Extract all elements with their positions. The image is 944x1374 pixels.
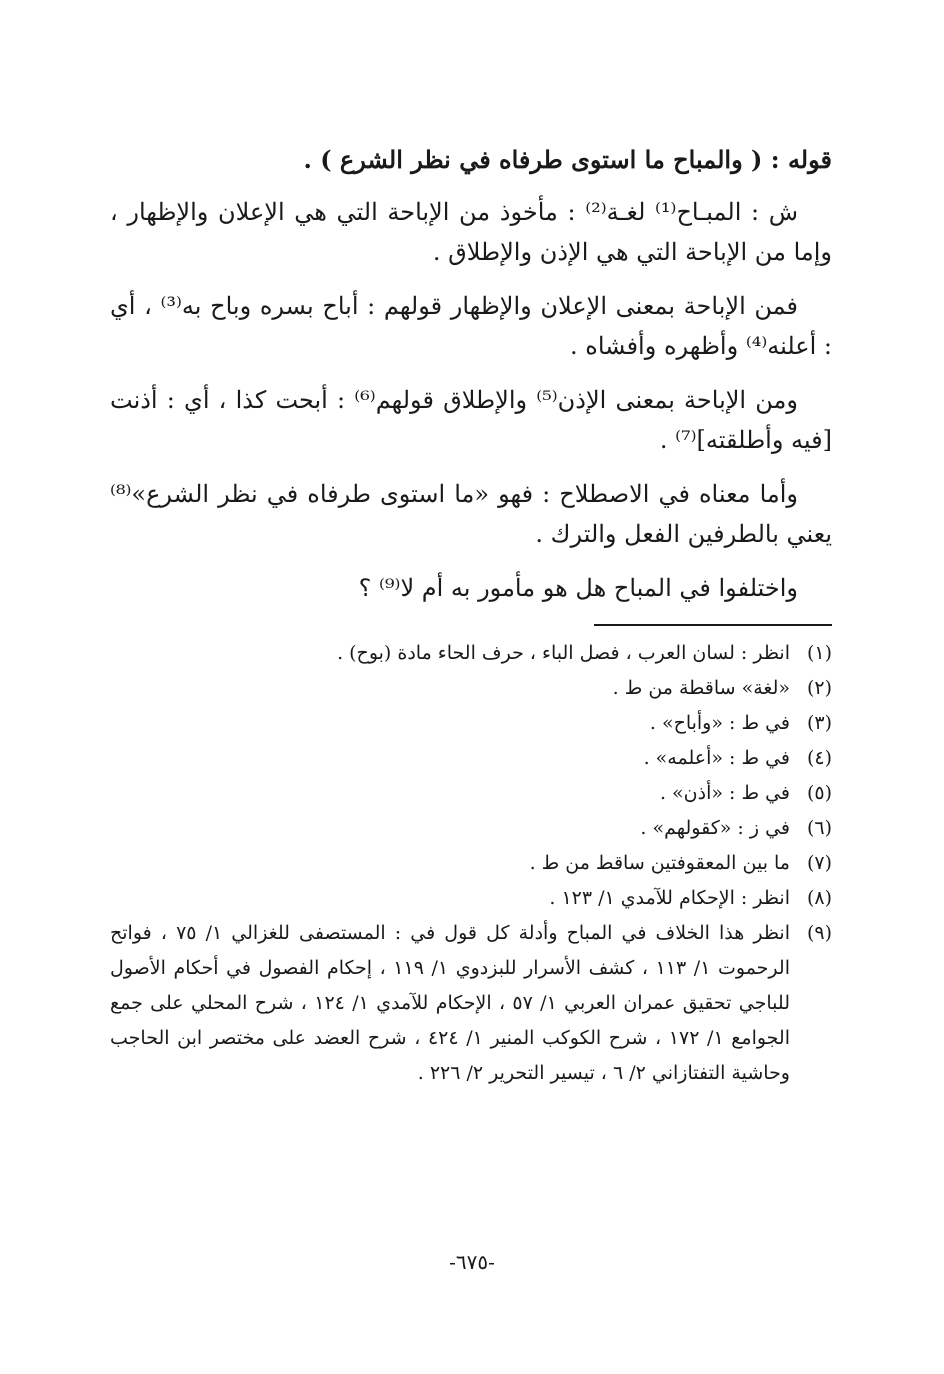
footnote-number: (٧): [806, 852, 832, 874]
footnote-item: [110, 811, 832, 846]
section-heading: قوله : ( والمباح ما استوى طرفاه في نظر الشرع ) .: [303, 145, 832, 174]
footnote-item: [110, 671, 832, 706]
footnote-text: انظر : الإحكام للآمدي ١/ ١٢٣ .: [549, 887, 790, 909]
footnote-item: [110, 776, 832, 811]
footnote-text: في ز : «كقولهم» .: [640, 817, 790, 839]
footnotes: [110, 636, 832, 1091]
footnote-text: «لغة» ساقطة من ط .: [612, 677, 790, 699]
footnote-number: (٣): [806, 712, 832, 734]
footnote-item: [110, 846, 832, 881]
paragraph-lexical-meaning: ش : المبـاح⁽¹⁾ لغـة⁽²⁾ : مأخوذ من الإباحة التي هي الإعلان والإظهار ، وإما من الإباحة التي هي الإذن والإطلاق .: [110, 198, 832, 266]
footnote-item: [110, 916, 832, 1091]
footnote-number: (١): [806, 642, 832, 664]
footnote-number: (٦): [806, 817, 832, 839]
page-number: -٦٧٥-: [449, 1250, 495, 1274]
footnote-text: في ط : «وأباح» .: [649, 712, 790, 734]
paragraph-disagreement: واختلفوا في المباح هل هو مأمور به أم لا⁽⁹⁾ ؟: [358, 574, 798, 602]
footnote-number: (٨): [806, 887, 832, 909]
footnote-number: (٩): [806, 922, 832, 944]
footnote-item: [110, 881, 832, 916]
paragraph-technical-meaning: وأما معناه في الاصطلاح : فهو «ما استوى طرفاه في نظر الشرع»⁽⁸⁾ يعني بالطرفين الفعل والترك .: [110, 480, 832, 548]
footnote-item: [110, 741, 832, 776]
footnote-text: ما بين المعقوفتين ساقط من ط .: [529, 852, 790, 874]
footnote-number: (٥): [806, 782, 832, 804]
paragraph-permission-meaning: ومن الإباحة بمعنى الإذن⁽⁵⁾ والإطلاق قولهم⁽⁶⁾ : أبحت كذا ، أي : أذنت [فيه وأطلقته]⁽⁷⁾ .: [110, 386, 832, 454]
page-body: [110, 140, 832, 1091]
paragraph-announcement-meaning: فمن الإباحة بمعنى الإعلان والإظهار قولهم : أباح بسره وباح به⁽³⁾ ، أي : أعلنه⁽⁴⁾ وأظهره وأفشاه .: [110, 292, 832, 360]
footnote-item: [110, 636, 832, 671]
footnote-number: (٤): [806, 747, 832, 769]
footnote-text: انظر هذا الخلاف في المباح وأدلة كل قول في : المستصفى للغزالي ١/ ٧٥ ، فواتح الرحموت ١/ ١١٣ ، كشف الأسرار للبزدوي ١/ ١١٩ ، إحكام الفصول في أحكام الأصول للباجي تحقيق عمران العربي ١/ ٥٧ ، الإحكام للآمدي ١/ ١٢٤ ، شرح المحلي على جمع الجوامع ١/ ١٧٢ ، شرح الكوكب المنير ١/ ٤٢٤ ، شرح العضد على مختصر ابن الحاجب وحاشية التفتازاني ٢/ ٦ ، تيسير التحرير ٢/ ٢٢٦ .: [110, 922, 791, 1084]
footnote-item: [110, 706, 832, 741]
footnote-text: انظر : لسان العرب ، فصل الباء ، حرف الحاء مادة (بوح) .: [337, 642, 790, 664]
footnote-separator: [594, 624, 832, 626]
footnote-number: (٢): [806, 677, 832, 699]
footnote-text: في ط : «أعلمه» .: [643, 747, 790, 769]
footnote-text: في ط : «أذن» .: [659, 782, 790, 804]
